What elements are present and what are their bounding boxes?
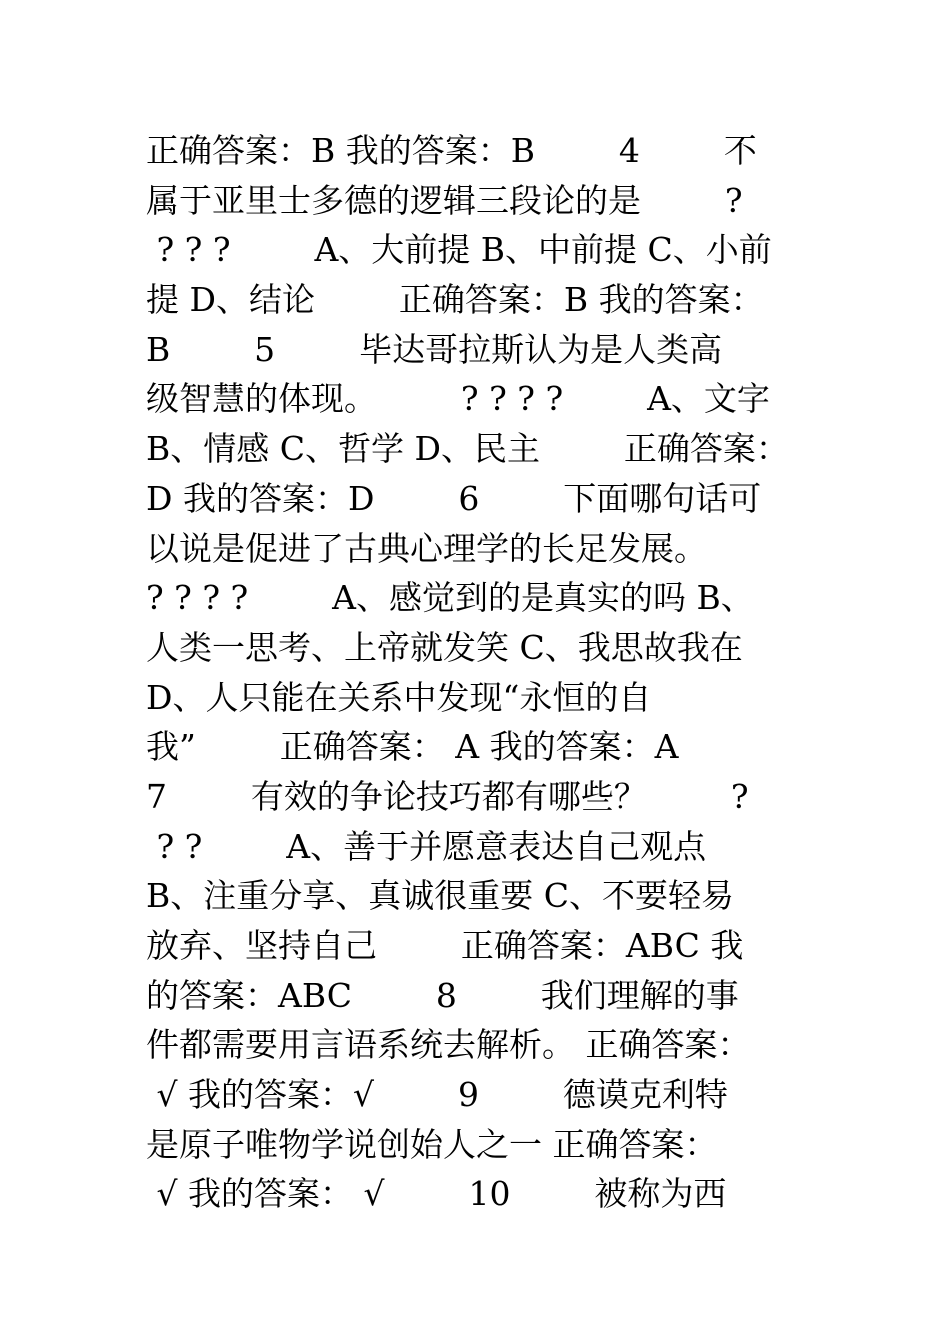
text-line: B、情感 C、哲学 D、民主 正确答案：	[146, 429, 789, 469]
text-line: 的答案：ABC 8 我们理解的事	[146, 975, 739, 1015]
text-line: √ 我的答案：√ 9 德谟克利特	[146, 1075, 728, 1115]
text-line: ? ? ? ? A、感觉到的是真实的吗 B、	[146, 578, 754, 618]
text-line: 正确答案：B 我的答案：B 4 不	[146, 131, 757, 170]
text-line: D、人只能在关系中发现“永恒的自	[146, 677, 652, 717]
text-line: 人类一思考、上帝就发笑 C、我思故我在	[146, 627, 743, 667]
text-line: B 5 毕达哥拉斯认为是人类高	[146, 329, 723, 369]
text-line: ? ? ? A、大前提 B、中前提 C、小前	[146, 230, 772, 270]
text-line: 提 D、结论 正确答案：B 我的答案：	[146, 280, 764, 320]
text-line: 7 有效的争论技巧都有哪些？ ?	[146, 776, 749, 816]
text-line: 级智慧的体现。 ? ? ? ? A、文字	[146, 379, 770, 419]
text-line: 属于亚里士多德的逻辑三段论的是 ?	[146, 180, 743, 220]
text-line: 我” 正确答案： A 我的答案：A	[146, 727, 679, 767]
text-line: 件都需要用言语系统去解析。 正确答案：	[146, 1025, 751, 1065]
text-line: 以说是促进了古典心理学的长足发展。	[146, 528, 707, 568]
text-line: 是原子唯物学说创始人之一 正确答案：	[146, 1124, 718, 1164]
document-body	[146, 126, 836, 1219]
text-line: ? ? A、善于并愿意表达自己观点	[146, 826, 707, 866]
text-line: 放弃、坚持自己 正确答案：ABC 我	[146, 926, 744, 965]
text-line: D 我的答案：D 6 下面哪句话可	[146, 478, 762, 518]
text-line: √ 我的答案： √ 10 被称为西	[146, 1174, 727, 1214]
text-line: B、注重分享、真诚很重要 C、不要轻易	[146, 876, 734, 916]
